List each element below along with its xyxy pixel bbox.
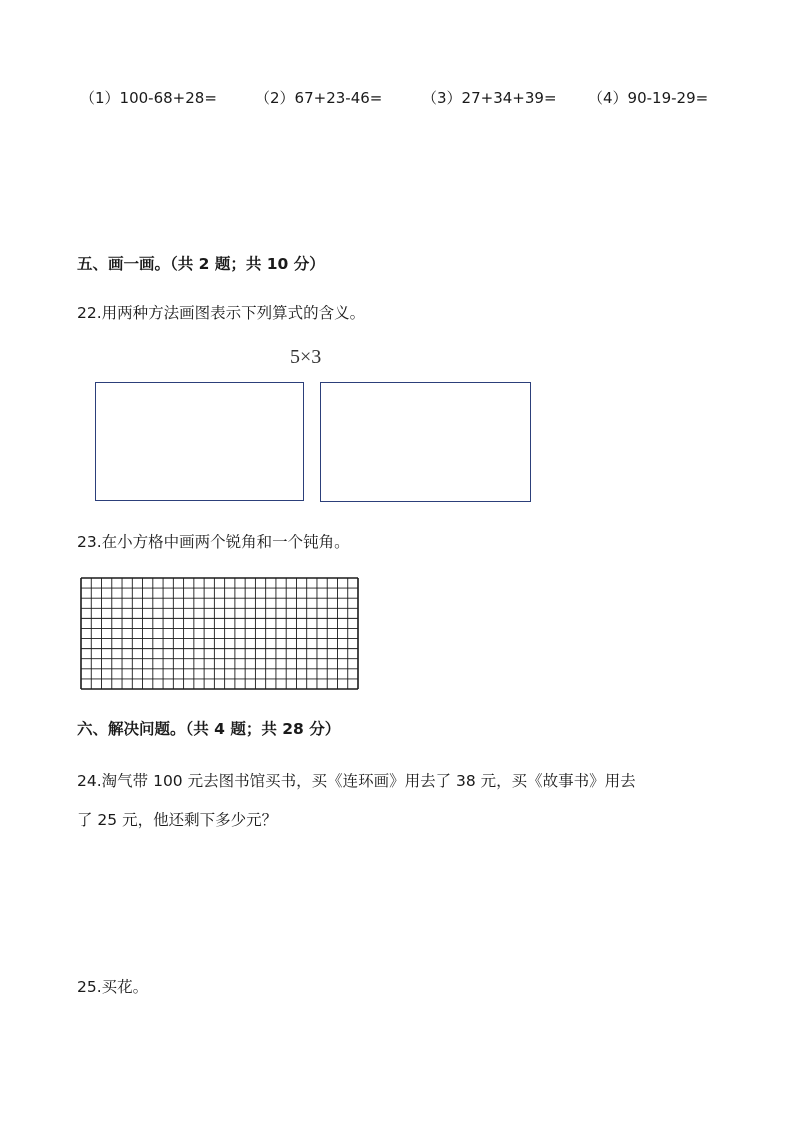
drawing-box-right[interactable] — [320, 382, 531, 502]
calc-item-3: （3）27+34+39= — [422, 89, 557, 107]
section-five-title: 五、画一画。（共 2 题；共 10 分） — [77, 255, 325, 273]
drawing-box-left[interactable] — [95, 382, 304, 501]
question-22-text: 22.用两种方法画图表示下列算式的含义。 — [77, 304, 366, 322]
grid-drawing — [80, 577, 359, 690]
question-25-text: 25.买花。 — [77, 978, 149, 996]
square-grid[interactable] — [80, 577, 359, 690]
section-six-title: 六、解决问题。（共 4 题；共 28 分） — [77, 720, 341, 738]
calculation-row — [0, 87, 793, 111]
calc-item-4: （4）90-19-29= — [588, 89, 709, 107]
calc-item-2: （2）67+23-46= — [255, 89, 383, 107]
question-24-line-1: 24.淘气带 100 元去图书馆买书，买《连环画》用去了 38 元，买《故事书》用去 — [77, 772, 636, 790]
question-24-line-2: 了 25 元，他还剩下多少元？ — [77, 811, 278, 829]
question-23-text: 23.在小方格中画两个锐角和一个钝角。 — [77, 533, 350, 551]
question-22-expression: 5×3 — [290, 346, 322, 368]
calc-item-1: （1）100-68+28= — [80, 89, 217, 107]
